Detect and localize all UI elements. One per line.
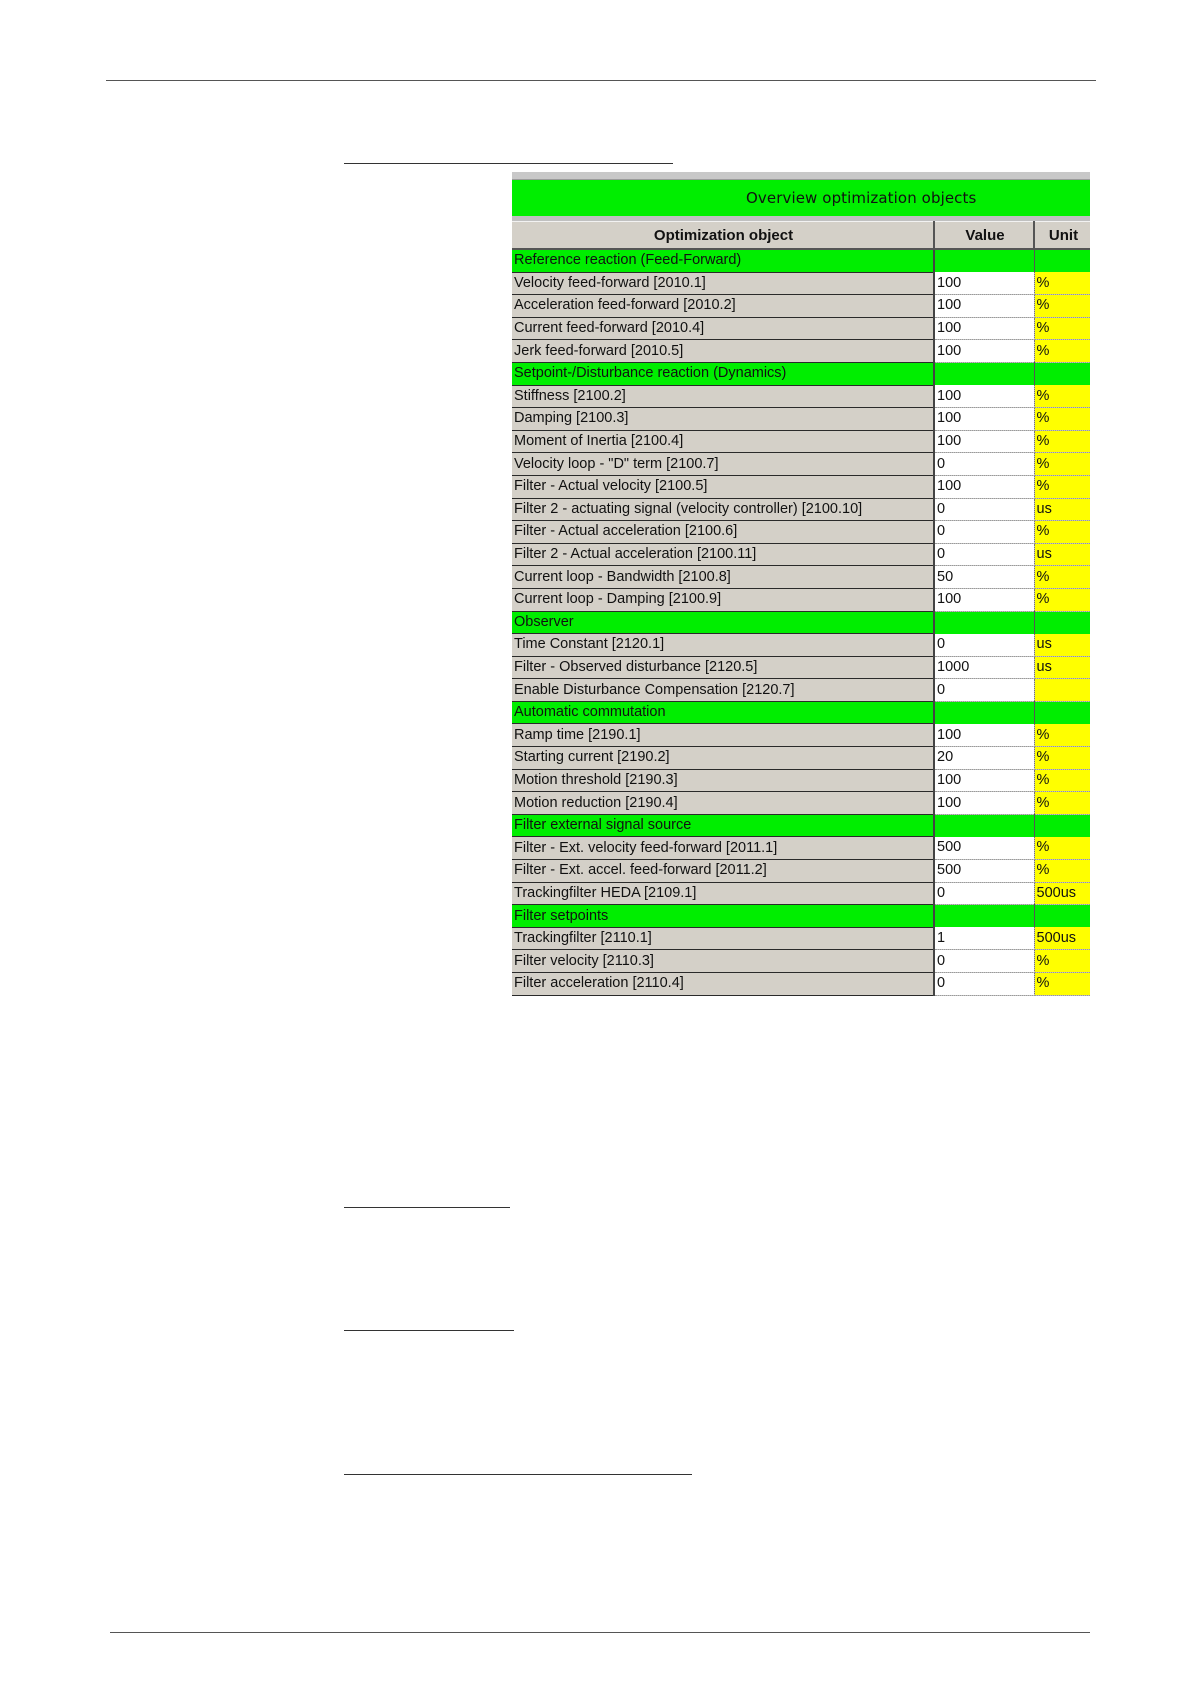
optimization-objects-table (512, 221, 1090, 996)
table-body (512, 249, 1090, 995)
table-row (512, 792, 1090, 815)
group-header-row (512, 905, 1090, 928)
object-label-cell: Enable Disturbance Compensation [2120.7] (512, 679, 934, 702)
object-label-cell: Velocity loop - "D" term [2100.7] (512, 453, 934, 476)
value-cell[interactable]: 100 (934, 588, 1034, 611)
value-cell[interactable]: 20 (934, 747, 1034, 770)
object-label-cell: Current feed-forward [2010.4] (512, 317, 934, 340)
object-label-cell: Moment of Inertia [2100.4] (512, 430, 934, 453)
value-cell[interactable]: 500 (934, 837, 1034, 860)
object-label-cell: Filter - Ext. accel. feed-forward [2011.2] (512, 860, 934, 883)
object-label-cell: Filter acceleration [2110.4] (512, 973, 934, 996)
page-header-rule (106, 80, 1096, 81)
value-cell[interactable]: 100 (934, 769, 1034, 792)
unit-cell: % (1034, 430, 1090, 453)
object-label-cell: Motion threshold [2190.3] (512, 769, 934, 792)
value-cell[interactable]: 1000 (934, 656, 1034, 679)
group-label: Filter external signal source (512, 814, 934, 837)
unit-cell: % (1034, 950, 1090, 973)
unit-cell: % (1034, 792, 1090, 815)
value-cell[interactable]: 100 (934, 475, 1034, 498)
table-row (512, 927, 1090, 950)
object-label-cell: Filter velocity [2110.3] (512, 950, 934, 973)
group-header-row (512, 362, 1090, 385)
table-row (512, 973, 1090, 996)
unit-cell: % (1034, 724, 1090, 747)
unit-cell: % (1034, 475, 1090, 498)
value-cell[interactable]: 1 (934, 927, 1034, 950)
value-cell[interactable]: 0 (934, 950, 1034, 973)
unit-cell: % (1034, 566, 1090, 589)
table-row (512, 882, 1090, 905)
unit-cell: 500us (1034, 927, 1090, 950)
table-row (512, 498, 1090, 521)
object-label-cell: Motion reduction [2190.4] (512, 792, 934, 815)
object-label-cell: Velocity feed-forward [2010.1] (512, 272, 934, 295)
object-label-cell: Filter - Observed disturbance [2120.5] (512, 656, 934, 679)
object-label-cell: Time Constant [2120.1] (512, 634, 934, 657)
group-header-row (512, 611, 1090, 634)
group-header-row (512, 814, 1090, 837)
table-row (512, 543, 1090, 566)
table-header-row (512, 222, 1090, 250)
group-label: Reference reaction (Feed-Forward) (512, 249, 934, 272)
table-row (512, 385, 1090, 408)
page-footer-rule (110, 1632, 1090, 1633)
table-row (512, 634, 1090, 657)
column-header-object[interactable]: Optimization object (512, 222, 934, 250)
unit-cell: % (1034, 272, 1090, 295)
object-label-cell: Stiffness [2100.2] (512, 385, 934, 408)
unit-cell: % (1034, 408, 1090, 431)
value-cell[interactable]: 500 (934, 860, 1034, 883)
value-cell[interactable]: 100 (934, 430, 1034, 453)
unit-cell: % (1034, 588, 1090, 611)
table-row (512, 272, 1090, 295)
panel-title-banner: Overview optimization objects (512, 180, 1090, 216)
value-cell[interactable]: 0 (934, 973, 1034, 996)
unit-cell: % (1034, 317, 1090, 340)
object-label-cell: Filter - Ext. velocity feed-forward [2011.1] (512, 837, 934, 860)
unit-cell: % (1034, 747, 1090, 770)
value-cell[interactable]: 100 (934, 385, 1034, 408)
value-cell[interactable]: 0 (934, 453, 1034, 476)
table-row (512, 656, 1090, 679)
column-header-value[interactable]: Value (934, 222, 1034, 250)
object-label-cell: Trackingfilter [2110.1] (512, 927, 934, 950)
column-header-unit[interactable]: Unit (1034, 222, 1090, 250)
object-label-cell: Filter - Actual velocity [2100.5] (512, 475, 934, 498)
value-cell[interactable]: 100 (934, 317, 1034, 340)
value-cell[interactable]: 0 (934, 882, 1034, 905)
object-label-cell: Filter 2 - Actual acceleration [2100.11] (512, 543, 934, 566)
object-label-cell: Ramp time [2190.1] (512, 724, 934, 747)
panel-top-bar (512, 172, 1090, 180)
value-cell[interactable]: 100 (934, 408, 1034, 431)
table-row (512, 521, 1090, 544)
unit-cell: % (1034, 769, 1090, 792)
unit-cell: % (1034, 385, 1090, 408)
value-cell[interactable]: 50 (934, 566, 1034, 589)
value-cell[interactable]: 100 (934, 295, 1034, 318)
object-label-cell: Trackingfilter HEDA [2109.1] (512, 882, 934, 905)
unit-cell: % (1034, 860, 1090, 883)
group-label: Filter setpoints (512, 905, 934, 928)
value-cell[interactable]: 100 (934, 724, 1034, 747)
value-cell[interactable]: 100 (934, 340, 1034, 363)
unit-cell: us (1034, 634, 1090, 657)
optimization-objects-panel (512, 172, 1090, 996)
unit-cell (1034, 679, 1090, 702)
unit-cell: us (1034, 656, 1090, 679)
value-cell[interactable]: 0 (934, 634, 1034, 657)
object-label-cell: Filter 2 - actuating signal (velocity controller) [2100.10] (512, 498, 934, 521)
table-row (512, 430, 1090, 453)
section-heading-underline-1 (344, 163, 673, 164)
table-row (512, 295, 1090, 318)
value-cell[interactable]: 0 (934, 543, 1034, 566)
table-row (512, 747, 1090, 770)
table-row (512, 453, 1090, 476)
table-row (512, 475, 1090, 498)
unit-cell: 500us (1034, 882, 1090, 905)
object-label-cell: Jerk feed-forward [2010.5] (512, 340, 934, 363)
object-label-cell: Acceleration feed-forward [2010.2] (512, 295, 934, 318)
object-label-cell: Current loop - Bandwidth [2100.8] (512, 566, 934, 589)
value-cell[interactable]: 0 (934, 498, 1034, 521)
table-row (512, 588, 1090, 611)
section-heading-underline-2 (344, 1207, 510, 1208)
table-row (512, 408, 1090, 431)
table-row (512, 950, 1090, 973)
unit-cell: % (1034, 973, 1090, 996)
table-row (512, 679, 1090, 702)
table-row (512, 340, 1090, 363)
table-row (512, 837, 1090, 860)
unit-cell: % (1034, 837, 1090, 860)
table-row (512, 860, 1090, 883)
table-row (512, 317, 1090, 340)
unit-cell: % (1034, 340, 1090, 363)
unit-cell: % (1034, 521, 1090, 544)
unit-cell: us (1034, 498, 1090, 521)
section-heading-underline-4 (344, 1474, 692, 1475)
table-row (512, 566, 1090, 589)
group-label: Observer (512, 611, 934, 634)
object-label-cell: Damping [2100.3] (512, 408, 934, 431)
object-label-cell: Filter - Actual acceleration [2100.6] (512, 521, 934, 544)
object-label-cell: Current loop - Damping [2100.9] (512, 588, 934, 611)
group-label: Automatic commutation (512, 701, 934, 724)
unit-cell: % (1034, 295, 1090, 318)
group-label: Setpoint-/Disturbance reaction (Dynamics) (512, 362, 934, 385)
value-cell[interactable]: 0 (934, 679, 1034, 702)
group-header-row (512, 701, 1090, 724)
section-heading-underline-3 (344, 1330, 514, 1331)
object-label-cell: Starting current [2190.2] (512, 747, 934, 770)
value-cell[interactable]: 100 (934, 792, 1034, 815)
table-row (512, 769, 1090, 792)
unit-cell: % (1034, 453, 1090, 476)
unit-cell: us (1034, 543, 1090, 566)
value-cell[interactable]: 0 (934, 521, 1034, 544)
group-header-row (512, 249, 1090, 272)
table-row (512, 724, 1090, 747)
value-cell[interactable]: 100 (934, 272, 1034, 295)
